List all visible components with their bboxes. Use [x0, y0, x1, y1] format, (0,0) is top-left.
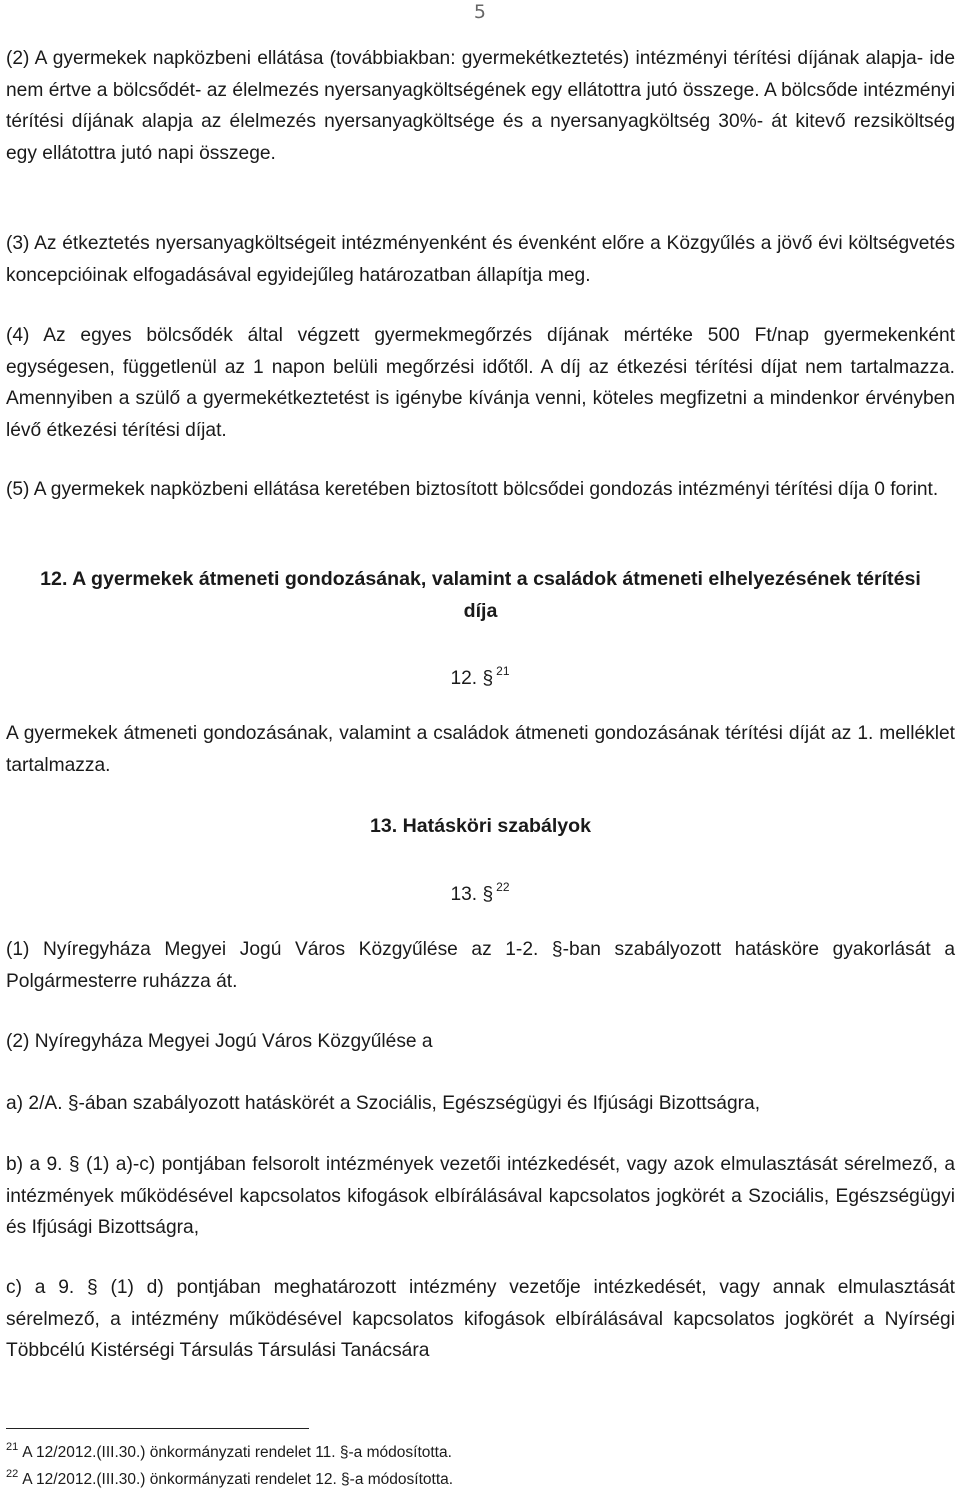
- paragraph-5: (5) A gyermekek napközbeni ellátása keretében biztosított bölcsődei gondozás intézményi térítési díja 0 forint.: [6, 479, 939, 500]
- footnote-ref-21[interactable]: 21: [496, 664, 510, 678]
- footnote-text: A 12/2012.(III.30.) önkormányzati rendelet 12. §-a módosította.: [22, 1471, 454, 1488]
- footnote-21: [6, 1436, 452, 1464]
- section-13-paragraph-2: (2) Nyíregyháza Megyei Jogú Város Közgyűlése a: [6, 1031, 433, 1052]
- page-number: 5: [473, 1, 486, 23]
- section-12-heading: 12. A gyermekek átmeneti gondozásának, valamint a családok átmeneti elhelyezésének térítési díja: [40, 568, 921, 622]
- section-13-item-c: c) a 9. § (1) d) pontjában meghatározott intézmény vezetője intézkedését, vagy annak elmulasztását sérelmező, a intézmény működésével kapcsolatos kifogások elbírálásával kapcsolatos jogkörét a Nyírségi Többcélú Kistérségi Társulás Társulási Tanácsára: [6, 1277, 955, 1361]
- footnote-text: A 12/2012.(III.30.) önkormányzati rendelet 11. §-a módosította.: [22, 1444, 452, 1461]
- paragraph-2: (2) A gyermekek napközbeni ellátása (továbbiakban: gyermekétkeztetés) intézményi térítési díjának alapja- ide nem értve a bölcsődét- az élelmezés nyersanyagköltségének egy ellátottra jutó összege. A bölcsőde intézményi térítési díjának alapja az élelmezés nyersanyagköltsége és a nyersanyagköltség 30%- át kitevő rezsiköltség egy ellátottra jutó napi összege.: [6, 48, 955, 164]
- section-12-sign: [0, 656, 960, 695]
- footnote-number: 21: [6, 1441, 19, 1453]
- section-13-paragraph-1: (1) Nyíregyháza Megyei Jogú Város Közgyűlése az 1-2. §-ban szabályozott hatásköre gyakorlását a Polgármesterre ruházza át.: [6, 939, 955, 992]
- section-13-sign-text: 13. §: [450, 884, 494, 905]
- section-13-item-b: b) a 9. § (1) a)-c) pontjában felsorolt intézmények vezetői intézkedését, vagy azok elmulasztását sérelmező, a intézmények működésével kapcsolatos kifogások elbírálásával kapcsolatos jogkörét a Szociális, Egészségügyi és Ifjúsági Bizottságra,: [6, 1154, 955, 1238]
- section-13-item-a: a) 2/A. §-ában szabályozott hatáskörét a Szociális, Egészségügyi és Ifjúsági Bizottságra,: [6, 1093, 761, 1114]
- footnote-ref-22[interactable]: 22: [496, 880, 510, 894]
- paragraph-4: (4) Az egyes bölcsődék által végzett gyermekmegőrzés díjának mértéke 500 Ft/nap gyermekenként egységesen, függetlenül az 1 napon belüli megőrzési időtől. A díj az étkezési térítési díjat nem tartalmazza. Amennyiben a szülő a gyermekétkeztetést is igénybe kívánja venni, köteles megfizetni a mindenkor érvényben lévő étkezési térítési díjat.: [6, 325, 955, 441]
- section-12-text: A gyermekek átmeneti gondozásának, valamint a családok átmeneti gondozásának térítési díját az 1. melléklet tartalmazza.: [6, 723, 955, 776]
- footnote-number: 22: [6, 1468, 19, 1480]
- paragraph-3: (3) Az étkeztetés nyersanyagköltségeit intézményenként és évenként előre a Közgyűlés a jövő évi költségvetés koncepcióinak elfogadásával egyidejűleg határozatban állapítja meg.: [6, 233, 955, 286]
- footnote-separator: [6, 1428, 309, 1429]
- section-13-sign: [0, 872, 960, 911]
- section-12-sign-text: 12. §: [450, 668, 494, 689]
- section-13-heading: 13. Hatásköri szabályok: [369, 815, 592, 837]
- footnote-22: [6, 1463, 453, 1491]
